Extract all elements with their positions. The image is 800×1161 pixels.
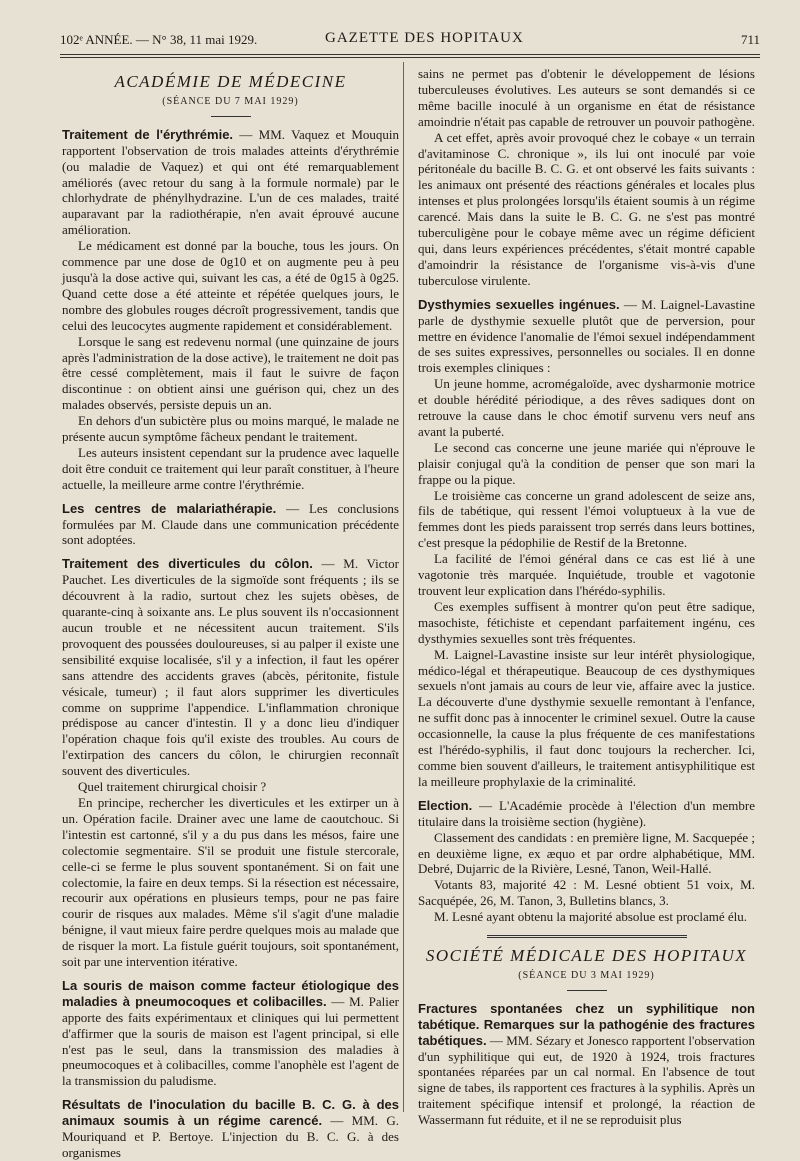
article-text: — MM. Vaquez et Mouquin rapportent l'observation de trois malades atteints d'érythrémie (ou maladie de Vaquez) et qui ont été remarquablement améliorés (avec retour du sang à la formule normale) par le chlorhydrate de phénylhydrazine. L'un de ces malades, traité auparavant par la radiothérapie, n'en avait éprouvé aucune amélioration. — [62, 126, 399, 238]
article-paragraph: A cet effet, après avoir provoqué chez le cobaye « un terrain d'avitaminose C. chronique », ils lui ont inoculé par voie péritonéale du bacille B. C. G. et ont observé les faits suivants : les animaux ont présenté des réactions générales et locales plus intenses et plus prolongées lorsqu'ils étaient soumis à un régime carencé. Mais dans la suite le B. C. G. ne s'est pas montré tuberculigène pour le cobaye même avec un régime déficient qui, dans leurs expériences précédentes, s'était montré capable d'amoindrir la résistance de l'organisme vis-à-vis d'une tuberculose virulente. — [418, 129, 755, 288]
section-subtitle: (SÉANCE DU 7 MAI 1929) — [162, 95, 299, 107]
article-heading: Dysthymies sexuelles ingénues. — [418, 296, 620, 312]
article-paragraph — [418, 1001, 755, 1128]
page-header — [60, 30, 760, 50]
article-heading: Les centres de malariathérapie. — [62, 500, 277, 516]
header-rule — [60, 54, 760, 55]
article-paragraph: sains ne permet pas d'obtenir le développement de lésions tuberculeuses évolutives. Les auteurs se sont demandés si ce même bacille inoculé à un organisme en état de résistance amoindrie n'était pas capable de retrouver un pouvoir pathogène. — [418, 66, 755, 129]
article-paragraph: En principe, rechercher les diverticules et les extirper un à un. Opération facile. Drainer avec une lame de caoutchouc. Si l'intestin est cartonné, s'il y a du pus dans les mésos, faire une colectomie segmentaire. S'il se produit une fistule stercorale, celle-ci se ferme le plus souvent spontanément. Si on fait une colectomie, la faire en deux temps. Si la résection est nécessaire, recourir aux opérations en plusieurs temps, pour ne pas faire courir de risques aux malades. Même s'il s'agit d'une maladie bénigne, il vaut mieux faire perdre quelques mois au malade que de risquer la mort. La fistule guérit toujours, soit spontanément, soit par une intervention itérative. — [62, 794, 399, 970]
article-heading: Résultats de l'inoculation du bacille B. C. G. à des animaux soumis à un régime carencé. — [62, 1097, 399, 1129]
article-paragraph — [418, 297, 755, 377]
right-column — [418, 66, 755, 1128]
article-paragraph: En dehors d'un subictère plus ou moins marqué, le malade ne présente aucun symptôme fâcheux pendant le traitement. — [62, 413, 399, 445]
article-paragraph: Le médicament est donné par la bouche, tous les jours. On commence par une dose de 0g10 et on augmente peu à peu jusqu'à la dose active qui, suivant les cas, a été de 0g15 à 0g25. Quand cette dose a été atteinte et répétée quelques jours, le nombre des globules rouges décroît progressivement, tandis que celui des leucocytes augmente rapidement et considérablement. — [62, 238, 399, 333]
short-rule — [211, 116, 251, 117]
header-issue: 102ᵉ ANNÉE. — N° 38, 11 mai 1929. — [60, 32, 258, 47]
article-paragraph — [62, 556, 399, 779]
article-paragraph: Le troisième cas concerne un grand adolescent de seize ans, fils de tabétique, qui ressent l'émoi voluptueux à la vue de femmes dont les pieds paraissent trop serrés dans leurs bottines, c'est presque la pédophilie de Restif de la Bretonne. — [418, 487, 755, 551]
article-paragraph — [62, 978, 399, 1089]
article-paragraph — [62, 127, 399, 238]
article-heading: Election. — [418, 797, 473, 813]
left-column — [62, 66, 399, 1161]
article-text: — MM. Sézary et Jonesco rapportent l'observation d'un syphilitique qui eut, de 1920 à 1924, trois fractures spontanées réparées par un cal normal. En l'absence de tout signe de tabes, ils rapportent ces fractures à la syphilis. Après un traitement spécifique intensif et prolongé, la réaction de Wassermann fut réduite, et il ne se reproduisit plus — [418, 1032, 755, 1128]
header-page-number: 711 — [740, 32, 760, 47]
article-paragraph: Lorsque le sang est redevenu normal (une quinzaine de jours après l'administration de la dose active), le traitement ne doit pas être cessé complètement, mais il faut le suivre de façon discontinue : on obtient ainsi une guérison qui, chez un des malades observés, persiste depuis un an. — [62, 333, 399, 413]
article-text: — M. Palier apporte des faits expérimentaux et cliniques qui lui permettent d'affirmer que la souris de maison est l'agent principal, si elle n'est pas le seul, dans la transmission des maladies à pneumocoques et à colibacilles, comme l'anophèle est l'agent de la transmission du paludisme. — [62, 993, 399, 1089]
article-paragraph: Ces exemples suffisent à montrer qu'on peut être sadique, masochiste, fétichiste et cependant parfaitement ingénu, ces dysthymies sexuelles sont très fréquentes. — [418, 598, 755, 646]
section-title: SOCIÉTÉ MÉDICALE DES HOPITAUX — [425, 946, 748, 966]
article-heading: La souris de maison comme facteur étiologique des maladies à pneumocoques et colibacilles. — [62, 977, 399, 1009]
article-paragraph: Classement des candidats : en première ligne, M. Sacquepée ; en deuxième ligne, ex æquo et par ordre alphabétique, MM. Debré, Dujarric de la Rivière, Lesné, Tanon, Weil-Hallé. — [418, 829, 755, 877]
article-text: — M. Victor Pauchet. Les diverticules de la sigmoïde sont fréquents ; ils se découvrent à la radio, surtout chez les sujets obèses, de quarante-cinq à soixante ans. Le plus souvent ils n'occasionnent aucun trouble et ne nécessitent aucun traitement. S'ils provoquent des poussées douloureuses, si au palper il existe une sensibilité exquise localisée, s'il y a infection, il faut les opérer sans attendre des accidents graves (abcès, péritonite, fistule vésicale, tumeur) ; il faut alors supprimer les diverticules comme on supprime l'appendice. L'inflammation chronique prédispose au cancer d'intestin. Il y a donc lieu d'indiquer l'opération chaque fois qu'il existe des troubles. Au cours de l'extirpation des cancers du côlon, le chirurgien reconnaît souvent des diverticules. — [62, 556, 399, 779]
article-paragraph: M. Laignel-Lavastine insiste sur leur intérêt physiologique, médico-légal et thérapeutique. Beaucoup de ces dysthymiques sexuels n'ont jamais au cours de leur vie, affaire avec la justice. La découverte d'une dysthymie sexuelle remontant à l'enfance, ne suffit donc pas à innocenter le criminel sexuel. Outre la cause occasionnelle, la cause la plus fréquente de ces manifestations est l'hérédo-syphilis, il faut donc toujours la rechercher. Ici, comme bien souvent d'ailleurs, le traitement antisyphilitique est la meilleure prophylaxie de la criminalité. — [418, 646, 755, 789]
section-title: ACADÉMIE DE MÉDECINE — [114, 72, 347, 91]
article-paragraph: Un jeune homme, acromégaloïde, avec dysharmonie motrice et double hérédité périodique, a des rêves sadiques dont on retrouve la cause dans le choc émotif survenu vers neuf ans avant la puberté. — [418, 376, 755, 439]
header-title: GAZETTE DES HOPITAUX — [325, 30, 524, 46]
column-divider — [403, 62, 404, 1112]
article-paragraph — [62, 501, 399, 549]
article-text: — Les conclusions formulées par M. Claude dans une communication précédente sont adoptées. — [62, 500, 399, 548]
article-paragraph: La facilité de l'émoi général dans ce cas est lié à une vagotonie très marquée. Inquiétude, trouble et vagotonie trouvent leur explication dans l'hérédo-syphilis. — [418, 551, 755, 598]
section-subtitle: (SÉANCE DU 3 MAI 1929) — [518, 969, 655, 981]
header-rule-2 — [60, 57, 760, 58]
article-paragraph: Quel traitement chirurgical choisir ? — [78, 779, 267, 795]
article-paragraph: Le second cas concerne une jeune mariée qui n'éprouve le plaisir conjugal qu'à la condition de penser que son mari la frappe ou la pique. — [418, 439, 755, 487]
article-paragraph: Les auteurs insistent cependant sur la prudence avec laquelle doit être conduit ce traitement qui leur paraît constituer, à l'heure actuelle, la meilleure arme contre l'érythrémie. — [62, 444, 399, 492]
article-heading: Traitement des diverticules du côlon. — [62, 556, 313, 572]
short-rule — [567, 990, 607, 991]
article-heading: Traitement de l'érythrémie. — [62, 126, 234, 142]
article-text: — MM. G. Mouriquand et P. Bertoye. L'injection du B. C. G. à des organismes — [62, 1113, 399, 1160]
section-separator — [487, 935, 687, 940]
article-paragraph — [62, 1097, 399, 1161]
article-paragraph — [418, 798, 755, 830]
article-text: — M. Laignel-Lavastine parle de dysthymie sexuelle plutôt que de perversion, pour mettre en évidence l'anomalie de l'émoi sexuel indépendamment de ses suites expressives, personnelles ou sociales. Il en donne trois exemples cliniques : — [418, 296, 755, 376]
article-paragraph: M. Lesné ayant obtenu la majorité absolue est proclamé élu. — [434, 909, 747, 925]
article-paragraph: Votants 83, majorité 42 : M. Lesné obtient 51 voix, M. Sacquépée, 26, M. Tanon, 3, Bulletins blancs, 3. — [418, 877, 755, 909]
article-text: — L'Académie procède à l'élection d'un membre titulaire dans la troisième section (hygiène). — [418, 797, 755, 829]
article-heading: Fractures spontanées chez un syphilitique non tabétique. Remarques sur la pathogénie des fractures tabétiques. — [418, 1000, 755, 1048]
